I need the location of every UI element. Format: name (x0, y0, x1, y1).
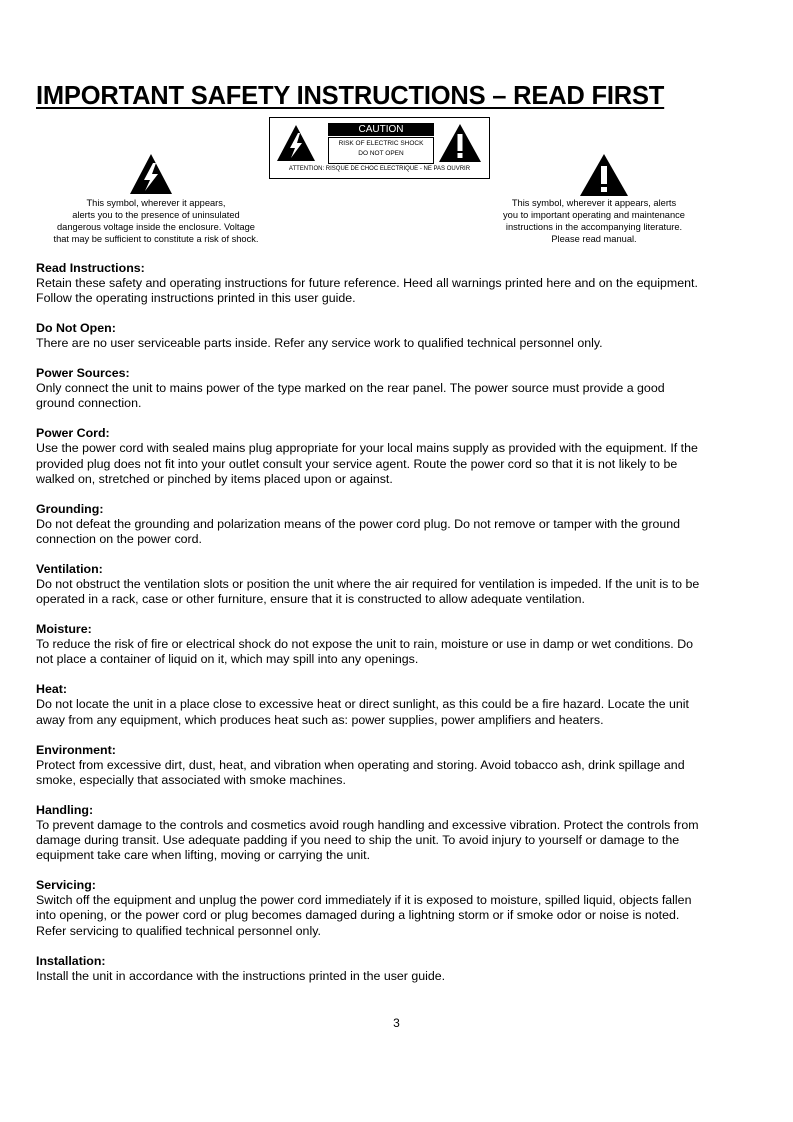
section-heading: Environment: (36, 742, 116, 757)
section-handling (36, 803, 761, 864)
section-body (36, 577, 761, 608)
lightning-bolt-triangle-icon (276, 124, 316, 162)
section-body (36, 276, 761, 307)
section-ventilation (36, 562, 761, 608)
body-line: away from any equipment, which produces heat such as: power supplies, power amplifiers and heaters. (36, 712, 604, 727)
section-heading: Handling: (36, 802, 94, 817)
caution-label-box (269, 117, 490, 179)
section-body (36, 893, 761, 939)
body-line: To reduce the risk of fire or electrical shock do not expose the unit to rain, moisture or use in damp or wet conditions. Do (36, 637, 694, 652)
section-moisture (36, 622, 761, 668)
caption-line: This symbol, wherever it appears, alerts (511, 198, 677, 208)
exclamation-triangle-icon (438, 123, 482, 163)
body-line: damage during transit. Use adequate padding if you need to ship the unit. To avoid injury to yourself or damage to the (36, 832, 680, 847)
section-body (36, 336, 761, 351)
section-heading: Installation: (36, 953, 106, 968)
section-body (36, 969, 761, 984)
section-power-cord (36, 426, 761, 487)
safety-sections (36, 261, 761, 999)
exclamation-triangle-icon (579, 153, 629, 197)
body-line: Use the power cord with sealed mains plug appropriate for your local mains supply as provided with the equipment. If the (36, 441, 698, 456)
section-body (36, 441, 761, 487)
section-body (36, 697, 761, 728)
caption-line: you to important operating and maintenance (503, 210, 685, 220)
body-line: ground connection. (36, 396, 142, 411)
section-heat (36, 682, 761, 728)
page-title: IMPORTANT SAFETY INSTRUCTIONS – READ FIRST (36, 82, 665, 110)
section-heading: Do Not Open: (36, 321, 116, 336)
section-body (36, 517, 761, 548)
instruction-symbol-caption (474, 197, 714, 245)
body-line: Install the unit in accordance with the instructions printed in the user guide. (36, 968, 446, 983)
section-heading: Servicing: (36, 878, 96, 893)
caution-warning-text (328, 137, 434, 164)
lightning-bolt-triangle-icon (129, 153, 173, 195)
section-environment (36, 743, 761, 789)
section-heading: Read Instructions: (36, 261, 145, 275)
section-body (36, 758, 761, 789)
body-line: equipment take care when lifting, moving or carrying the unit. (36, 848, 371, 863)
section-servicing (36, 878, 761, 939)
body-line: into opening, or the power cord or plug becomes damaged during a lightning storm or if smoke odor or noise is noted. (36, 908, 680, 923)
section-body (36, 381, 761, 412)
caption-line: This symbol, wherever it appears, (86, 198, 226, 208)
body-line: connection on the power cord. (36, 532, 203, 547)
shock-symbol-caption (16, 197, 296, 245)
caption-line: that may be sufficient to constitute a risk of shock. (53, 234, 259, 244)
body-line: provided plug does not fit into your outlet consult your service agent. Route the power cord so that it is not likely to be (36, 456, 678, 471)
body-line: Follow the operating instructions printed in this user guide. (36, 291, 356, 306)
section-installation (36, 954, 761, 984)
caption-line: Please read manual. (551, 234, 637, 244)
caution-attention-text: ATTENTION: RISQUE DE CHOC ELECTRIQUE - NE PAS OUVRIR (288, 166, 471, 172)
body-line: walked on, stretched or pinched by items placed upon or against. (36, 471, 393, 486)
caption-line: dangerous voltage inside the enclosure. Voltage (57, 222, 255, 232)
section-heading: Heat: (36, 682, 67, 697)
section-heading: Moisture: (36, 622, 92, 637)
section-body (36, 818, 761, 864)
page-number: 3 (393, 1016, 400, 1030)
body-line: Switch off the equipment and unplug the power cord immediately if it is exposed to moisture, spilled liquid, objects fallen (36, 893, 692, 908)
body-line: Protect from excessive dirt, dust, heat, and vibration when operating and storing. Avoid tobacco ash, drink spillage and (36, 757, 685, 772)
body-line: Refer servicing to qualified technical personnel only. (36, 923, 321, 938)
section-power-sources (36, 366, 761, 412)
body-line: To prevent damage to the controls and cosmetics avoid rough handling and excessive vibration. Protect the controls from (36, 817, 699, 832)
section-heading: Ventilation: (36, 561, 103, 576)
section-body (36, 637, 761, 668)
body-line: Do not defeat the grounding and polarization means of the power cord plug. Do not remove or tamper with the ground (36, 516, 681, 531)
body-line: not place a container of liquid on it, which may spill into any openings. (36, 652, 419, 667)
section-heading: Power Cord: (36, 426, 110, 441)
section-grounding (36, 502, 761, 548)
body-line: operated in a rack, case or other furniture, ensure that it is constructed to allow adequate ventilation. (36, 592, 585, 607)
caption-line: instructions in the accompanying literature. (505, 222, 683, 232)
caution-line: RISK OF ELECTRIC SHOCK (338, 140, 424, 147)
body-line: Retain these safety and operating instructions for future reference. Heed all warnings printed here and on the equipment. (36, 276, 698, 290)
body-line: smoke, especially that associated with smoke machines. (36, 772, 346, 787)
body-line: Only connect the unit to mains power of the type marked on the rear panel. The power source must provide a good (36, 381, 665, 396)
caution-heading: CAUTION (328, 123, 434, 136)
section-heading: Grounding: (36, 501, 104, 516)
caption-line: alerts you to the presence of uninsulated (72, 210, 240, 220)
section-heading: Power Sources: (36, 366, 130, 381)
body-line: Do not obstruct the ventilation slots or position the unit where the air required for ventilation is impeded. If the unit is to be (36, 576, 700, 591)
body-line: Do not locate the unit in a place close to excessive heat or direct sunlight, as this could be a fire hazard. Locate the unit (36, 697, 689, 712)
section-read-instructions (36, 261, 761, 307)
body-line: There are no user serviceable parts inside. Refer any service work to qualified technical personnel only. (36, 336, 603, 351)
section-do-not-open (36, 321, 761, 351)
caution-line: DO NOT OPEN (358, 150, 404, 157)
